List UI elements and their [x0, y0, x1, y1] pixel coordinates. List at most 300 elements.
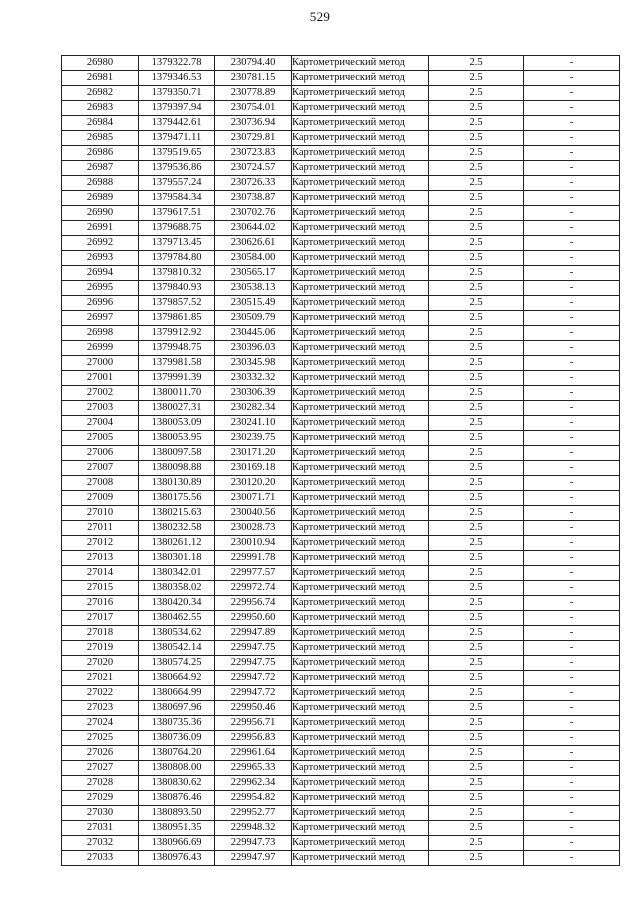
method-cell: Картометрический метод [292, 161, 429, 176]
accuracy-cell: 2.5 [429, 581, 524, 596]
y-coordinate-cell: 229991.78 [215, 551, 292, 566]
accuracy-cell: 2.5 [429, 476, 524, 491]
accuracy-cell: 2.5 [429, 446, 524, 461]
point-number-cell: 26987 [62, 161, 139, 176]
accuracy-cell: 2.5 [429, 821, 524, 836]
accuracy-cell: 2.5 [429, 686, 524, 701]
table-row [62, 596, 620, 611]
table-row [62, 626, 620, 641]
y-coordinate-cell: 229947.97 [215, 851, 292, 866]
point-number-cell: 27004 [62, 416, 139, 431]
y-coordinate-cell: 230445.06 [215, 326, 292, 341]
table-row [62, 491, 620, 506]
accuracy-cell: 2.5 [429, 176, 524, 191]
method-cell: Картометрический метод [292, 851, 429, 866]
table-row [62, 431, 620, 446]
accuracy-cell: 2.5 [429, 506, 524, 521]
point-number-cell: 27012 [62, 536, 139, 551]
x-coordinate-cell: 1380966.69 [139, 836, 215, 851]
y-coordinate-cell: 229947.75 [215, 656, 292, 671]
point-number-cell: 27033 [62, 851, 139, 866]
point-number-cell: 27010 [62, 506, 139, 521]
x-coordinate-cell: 1380342.01 [139, 566, 215, 581]
y-coordinate-cell: 230736.94 [215, 116, 292, 131]
point-number-cell: 27019 [62, 641, 139, 656]
method-cell: Картометрический метод [292, 146, 429, 161]
y-coordinate-cell: 229972.74 [215, 581, 292, 596]
accuracy-cell: 2.5 [429, 521, 524, 536]
x-coordinate-cell: 1380830.62 [139, 776, 215, 791]
accuracy-cell: 2.5 [429, 671, 524, 686]
table-row [62, 776, 620, 791]
accuracy-cell: 2.5 [429, 641, 524, 656]
x-coordinate-cell: 1380301.18 [139, 551, 215, 566]
x-coordinate-cell: 1379912.92 [139, 326, 215, 341]
method-cell: Картометрический метод [292, 716, 429, 731]
method-cell: Картометрический метод [292, 116, 429, 131]
note-cell: - [524, 821, 620, 836]
accuracy-cell: 2.5 [429, 731, 524, 746]
point-number-cell: 26994 [62, 266, 139, 281]
accuracy-cell: 2.5 [429, 491, 524, 506]
method-cell: Картометрический метод [292, 641, 429, 656]
method-cell: Картометрический метод [292, 131, 429, 146]
accuracy-cell: 2.5 [429, 401, 524, 416]
x-coordinate-cell: 1379981.58 [139, 356, 215, 371]
point-number-cell: 27016 [62, 596, 139, 611]
method-cell: Картометрический метод [292, 86, 429, 101]
note-cell: - [524, 701, 620, 716]
accuracy-cell: 2.5 [429, 56, 524, 71]
note-cell: - [524, 176, 620, 191]
table-row [62, 161, 620, 176]
x-coordinate-cell: 1379861.85 [139, 311, 215, 326]
y-coordinate-cell: 229947.72 [215, 671, 292, 686]
point-number-cell: 27025 [62, 731, 139, 746]
coordinates-table [61, 55, 620, 866]
accuracy-cell: 2.5 [429, 656, 524, 671]
y-coordinate-cell: 230515.49 [215, 296, 292, 311]
note-cell: - [524, 611, 620, 626]
page-number: 529 [309, 9, 331, 24]
accuracy-cell: 2.5 [429, 71, 524, 86]
method-cell: Картометрический метод [292, 626, 429, 641]
y-coordinate-cell: 230509.79 [215, 311, 292, 326]
y-coordinate-cell: 230781.15 [215, 71, 292, 86]
table-row [62, 821, 620, 836]
accuracy-cell: 2.5 [429, 116, 524, 131]
note-cell: - [524, 86, 620, 101]
method-cell: Картометрический метод [292, 281, 429, 296]
method-cell: Картометрический метод [292, 536, 429, 551]
method-cell: Картометрический метод [292, 371, 429, 386]
table-row [62, 836, 620, 851]
note-cell: - [524, 566, 620, 581]
x-coordinate-cell: 1380736.09 [139, 731, 215, 746]
x-coordinate-cell: 1380876.46 [139, 791, 215, 806]
y-coordinate-cell: 230169.18 [215, 461, 292, 476]
x-coordinate-cell: 1379584.34 [139, 191, 215, 206]
note-cell: - [524, 251, 620, 266]
note-cell: - [524, 551, 620, 566]
table-row [62, 446, 620, 461]
y-coordinate-cell: 230794.40 [215, 56, 292, 71]
table-row [62, 176, 620, 191]
method-cell: Картометрический метод [292, 791, 429, 806]
method-cell: Картометрический метод [292, 491, 429, 506]
note-cell: - [524, 236, 620, 251]
note-cell: - [524, 581, 620, 596]
accuracy-cell: 2.5 [429, 716, 524, 731]
table-row [62, 656, 620, 671]
method-cell: Картометрический метод [292, 581, 429, 596]
method-cell: Картометрический метод [292, 356, 429, 371]
accuracy-cell: 2.5 [429, 791, 524, 806]
accuracy-cell: 2.5 [429, 131, 524, 146]
table-row [62, 551, 620, 566]
x-coordinate-cell: 1380011.70 [139, 386, 215, 401]
accuracy-cell: 2.5 [429, 86, 524, 101]
point-number-cell: 27030 [62, 806, 139, 821]
point-number-cell: 26997 [62, 311, 139, 326]
table-row [62, 236, 620, 251]
table-row [62, 56, 620, 71]
x-coordinate-cell: 1380358.02 [139, 581, 215, 596]
method-cell: Картометрический метод [292, 776, 429, 791]
table-row [62, 461, 620, 476]
x-coordinate-cell: 1380097.58 [139, 446, 215, 461]
table-row [62, 761, 620, 776]
x-coordinate-cell: 1380764.20 [139, 746, 215, 761]
table-row [62, 716, 620, 731]
y-coordinate-cell: 230754.01 [215, 101, 292, 116]
accuracy-cell: 2.5 [429, 356, 524, 371]
method-cell: Картометрический метод [292, 521, 429, 536]
point-number-cell: 27005 [62, 431, 139, 446]
table-row [62, 341, 620, 356]
y-coordinate-cell: 229947.73 [215, 836, 292, 851]
y-coordinate-cell: 230584.00 [215, 251, 292, 266]
method-cell: Картометрический метод [292, 701, 429, 716]
method-cell: Картометрический метод [292, 746, 429, 761]
note-cell: - [524, 431, 620, 446]
point-number-cell: 26999 [62, 341, 139, 356]
method-cell: Картометрический метод [292, 731, 429, 746]
table-row [62, 116, 620, 131]
point-number-cell: 26984 [62, 116, 139, 131]
accuracy-cell: 2.5 [429, 326, 524, 341]
x-coordinate-cell: 1380261.12 [139, 536, 215, 551]
table-row [62, 356, 620, 371]
y-coordinate-cell: 230071.71 [215, 491, 292, 506]
method-cell: Картометрический метод [292, 221, 429, 236]
accuracy-cell: 2.5 [429, 551, 524, 566]
x-coordinate-cell: 1380053.09 [139, 416, 215, 431]
note-cell: - [524, 56, 620, 71]
y-coordinate-cell: 230332.32 [215, 371, 292, 386]
x-coordinate-cell: 1380976.43 [139, 851, 215, 866]
x-coordinate-cell: 1380053.95 [139, 431, 215, 446]
y-coordinate-cell: 229962.34 [215, 776, 292, 791]
x-coordinate-cell: 1380420.34 [139, 596, 215, 611]
y-coordinate-cell: 229950.46 [215, 701, 292, 716]
table-row [62, 851, 620, 866]
note-cell: - [524, 446, 620, 461]
table-row [62, 416, 620, 431]
accuracy-cell: 2.5 [429, 251, 524, 266]
x-coordinate-cell: 1380542.14 [139, 641, 215, 656]
point-number-cell: 27001 [62, 371, 139, 386]
point-number-cell: 26983 [62, 101, 139, 116]
accuracy-cell: 2.5 [429, 596, 524, 611]
table-row [62, 221, 620, 236]
note-cell: - [524, 416, 620, 431]
y-coordinate-cell: 230702.76 [215, 206, 292, 221]
accuracy-cell: 2.5 [429, 101, 524, 116]
y-coordinate-cell: 230010.94 [215, 536, 292, 551]
table-row [62, 281, 620, 296]
note-cell: - [524, 491, 620, 506]
y-coordinate-cell: 230565.17 [215, 266, 292, 281]
x-coordinate-cell: 1380175.56 [139, 491, 215, 506]
accuracy-cell: 2.5 [429, 161, 524, 176]
table-row [62, 791, 620, 806]
accuracy-cell: 2.5 [429, 806, 524, 821]
point-number-cell: 27032 [62, 836, 139, 851]
note-cell: - [524, 461, 620, 476]
point-number-cell: 27014 [62, 566, 139, 581]
point-number-cell: 27008 [62, 476, 139, 491]
method-cell: Картометрический метод [292, 101, 429, 116]
method-cell: Картометрический метод [292, 686, 429, 701]
note-cell: - [524, 746, 620, 761]
y-coordinate-cell: 229950.60 [215, 611, 292, 626]
table-row [62, 326, 620, 341]
x-coordinate-cell: 1380215.63 [139, 506, 215, 521]
x-coordinate-cell: 1380893.50 [139, 806, 215, 821]
y-coordinate-cell: 230724.57 [215, 161, 292, 176]
point-number-cell: 27003 [62, 401, 139, 416]
y-coordinate-cell: 229956.74 [215, 596, 292, 611]
method-cell: Картометрический метод [292, 71, 429, 86]
note-cell: - [524, 341, 620, 356]
y-coordinate-cell: 230396.03 [215, 341, 292, 356]
point-number-cell: 26996 [62, 296, 139, 311]
point-number-cell: 27024 [62, 716, 139, 731]
accuracy-cell: 2.5 [429, 851, 524, 866]
y-coordinate-cell: 230778.89 [215, 86, 292, 101]
note-cell: - [524, 71, 620, 86]
method-cell: Картометрический метод [292, 56, 429, 71]
x-coordinate-cell: 1380664.92 [139, 671, 215, 686]
method-cell: Картометрический метод [292, 251, 429, 266]
point-number-cell: 27013 [62, 551, 139, 566]
x-coordinate-cell: 1379713.45 [139, 236, 215, 251]
y-coordinate-cell: 229948.32 [215, 821, 292, 836]
note-cell: - [524, 836, 620, 851]
method-cell: Картометрический метод [292, 386, 429, 401]
method-cell: Картометрический метод [292, 506, 429, 521]
accuracy-cell: 2.5 [429, 626, 524, 641]
accuracy-cell: 2.5 [429, 281, 524, 296]
table-row [62, 476, 620, 491]
y-coordinate-cell: 230239.75 [215, 431, 292, 446]
method-cell: Картометрический метод [292, 461, 429, 476]
method-cell: Картометрический метод [292, 836, 429, 851]
y-coordinate-cell: 229952.77 [215, 806, 292, 821]
x-coordinate-cell: 1379442.61 [139, 116, 215, 131]
y-coordinate-cell: 230626.61 [215, 236, 292, 251]
accuracy-cell: 2.5 [429, 341, 524, 356]
accuracy-cell: 2.5 [429, 746, 524, 761]
note-cell: - [524, 101, 620, 116]
accuracy-cell: 2.5 [429, 266, 524, 281]
table-row [62, 641, 620, 656]
accuracy-cell: 2.5 [429, 431, 524, 446]
point-number-cell: 27022 [62, 686, 139, 701]
table-row [62, 191, 620, 206]
table-row [62, 731, 620, 746]
method-cell: Картометрический метод [292, 296, 429, 311]
x-coordinate-cell: 1380574.25 [139, 656, 215, 671]
table-row [62, 296, 620, 311]
note-cell: - [524, 791, 620, 806]
table-row [62, 71, 620, 86]
method-cell: Картометрический метод [292, 326, 429, 341]
note-cell: - [524, 536, 620, 551]
x-coordinate-cell: 1380664.99 [139, 686, 215, 701]
note-cell: - [524, 476, 620, 491]
table-row [62, 581, 620, 596]
x-coordinate-cell: 1379346.53 [139, 71, 215, 86]
point-number-cell: 27023 [62, 701, 139, 716]
y-coordinate-cell: 230040.56 [215, 506, 292, 521]
x-coordinate-cell: 1380808.00 [139, 761, 215, 776]
x-coordinate-cell: 1380027.31 [139, 401, 215, 416]
point-number-cell: 26993 [62, 251, 139, 266]
y-coordinate-cell: 230345.98 [215, 356, 292, 371]
accuracy-cell: 2.5 [429, 236, 524, 251]
table-row [62, 146, 620, 161]
x-coordinate-cell: 1379350.71 [139, 86, 215, 101]
point-number-cell: 26981 [62, 71, 139, 86]
table-row [62, 206, 620, 221]
point-number-cell: 27026 [62, 746, 139, 761]
accuracy-cell: 2.5 [429, 206, 524, 221]
x-coordinate-cell: 1380098.88 [139, 461, 215, 476]
y-coordinate-cell: 229947.72 [215, 686, 292, 701]
x-coordinate-cell: 1379948.75 [139, 341, 215, 356]
y-coordinate-cell: 229947.89 [215, 626, 292, 641]
point-number-cell: 27000 [62, 356, 139, 371]
method-cell: Картометрический метод [292, 431, 429, 446]
method-cell: Картометрический метод [292, 566, 429, 581]
method-cell: Картометрический метод [292, 611, 429, 626]
x-coordinate-cell: 1379810.32 [139, 266, 215, 281]
x-coordinate-cell: 1380951.35 [139, 821, 215, 836]
point-number-cell: 26982 [62, 86, 139, 101]
point-number-cell: 27028 [62, 776, 139, 791]
point-number-cell: 27002 [62, 386, 139, 401]
y-coordinate-cell: 229961.64 [215, 746, 292, 761]
x-coordinate-cell: 1379784.80 [139, 251, 215, 266]
note-cell: - [524, 221, 620, 236]
y-coordinate-cell: 230729.81 [215, 131, 292, 146]
note-cell: - [524, 266, 620, 281]
note-cell: - [524, 386, 620, 401]
point-number-cell: 26992 [62, 236, 139, 251]
method-cell: Картометрический метод [292, 401, 429, 416]
point-number-cell: 26980 [62, 56, 139, 71]
method-cell: Картометрический метод [292, 806, 429, 821]
x-coordinate-cell: 1379519.65 [139, 146, 215, 161]
accuracy-cell: 2.5 [429, 311, 524, 326]
note-cell: - [524, 191, 620, 206]
method-cell: Картометрический метод [292, 176, 429, 191]
point-number-cell: 27027 [62, 761, 139, 776]
note-cell: - [524, 281, 620, 296]
accuracy-cell: 2.5 [429, 566, 524, 581]
x-coordinate-cell: 1379471.11 [139, 131, 215, 146]
table-row [62, 806, 620, 821]
method-cell: Картометрический метод [292, 446, 429, 461]
point-number-cell: 27031 [62, 821, 139, 836]
point-number-cell: 27009 [62, 491, 139, 506]
note-cell: - [524, 131, 620, 146]
table-row [62, 311, 620, 326]
note-cell: - [524, 161, 620, 176]
y-coordinate-cell: 229956.83 [215, 731, 292, 746]
x-coordinate-cell: 1380697.96 [139, 701, 215, 716]
accuracy-cell: 2.5 [429, 461, 524, 476]
table-row [62, 251, 620, 266]
note-cell: - [524, 296, 620, 311]
note-cell: - [524, 506, 620, 521]
x-coordinate-cell: 1380130.89 [139, 476, 215, 491]
x-coordinate-cell: 1379991.39 [139, 371, 215, 386]
note-cell: - [524, 776, 620, 791]
point-number-cell: 27007 [62, 461, 139, 476]
y-coordinate-cell: 230538.13 [215, 281, 292, 296]
point-number-cell: 26995 [62, 281, 139, 296]
table-row [62, 701, 620, 716]
table-row [62, 371, 620, 386]
table-row [62, 521, 620, 536]
point-number-cell: 26990 [62, 206, 139, 221]
note-cell: - [524, 761, 620, 776]
x-coordinate-cell: 1379840.93 [139, 281, 215, 296]
method-cell: Картометрический метод [292, 656, 429, 671]
table-row [62, 536, 620, 551]
note-cell: - [524, 686, 620, 701]
note-cell: - [524, 206, 620, 221]
method-cell: Картометрический метод [292, 266, 429, 281]
y-coordinate-cell: 229977.57 [215, 566, 292, 581]
point-number-cell: 26988 [62, 176, 139, 191]
point-number-cell: 27011 [62, 521, 139, 536]
accuracy-cell: 2.5 [429, 221, 524, 236]
note-cell: - [524, 656, 620, 671]
note-cell: - [524, 146, 620, 161]
accuracy-cell: 2.5 [429, 296, 524, 311]
method-cell: Картометрический метод [292, 236, 429, 251]
x-coordinate-cell: 1379397.94 [139, 101, 215, 116]
y-coordinate-cell: 229956.71 [215, 716, 292, 731]
method-cell: Картометрический метод [292, 551, 429, 566]
point-number-cell: 26985 [62, 131, 139, 146]
accuracy-cell: 2.5 [429, 536, 524, 551]
note-cell: - [524, 851, 620, 866]
